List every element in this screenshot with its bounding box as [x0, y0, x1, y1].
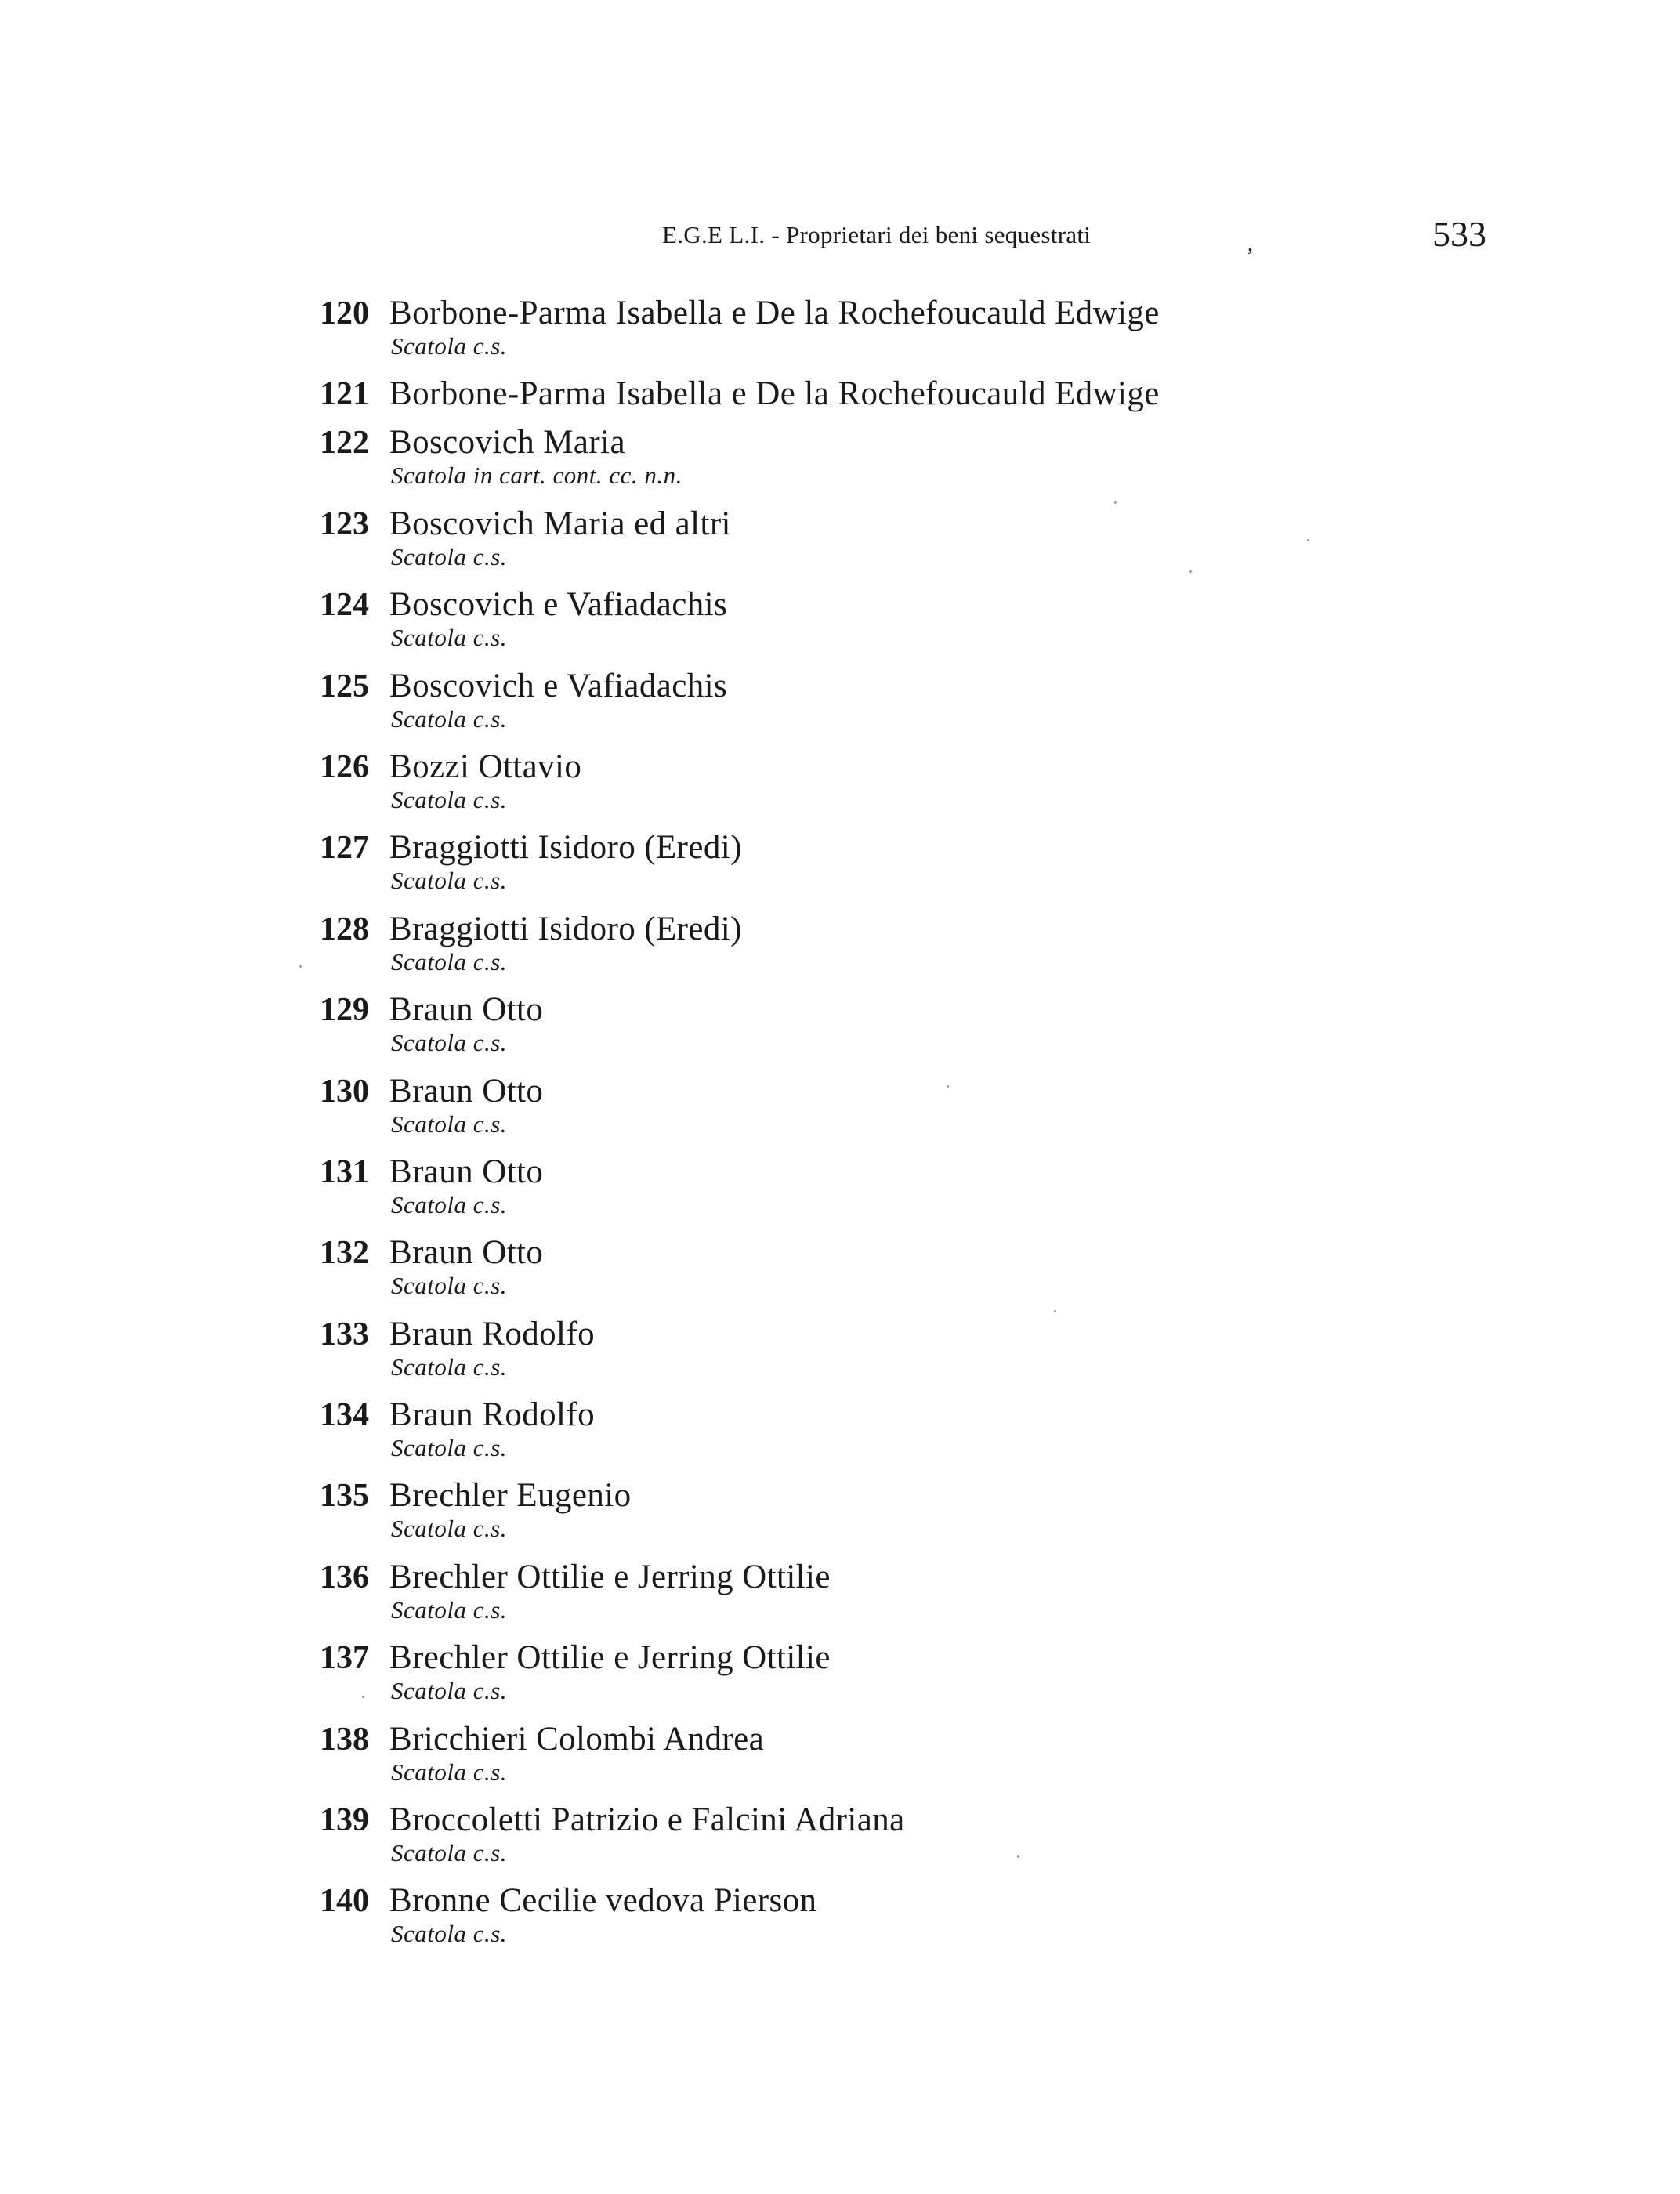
entry-title: Braun Otto	[389, 991, 544, 1029]
entry-description: Scatola c.s.	[391, 1110, 508, 1138]
entry-number: 122	[320, 425, 369, 462]
entry-number: 128	[320, 911, 369, 947]
inventory-list	[320, 293, 1573, 1962]
entry-title: Broccoletti Patrizio e Falcini Adriana	[389, 1801, 905, 1839]
inventory-entry	[320, 422, 1573, 503]
scan-speck	[1054, 1310, 1056, 1312]
entry-description: Scatola c.s.	[391, 1920, 508, 1948]
entry-number: 126	[320, 748, 369, 785]
entry-number: 137	[320, 1640, 369, 1677]
inventory-entry	[320, 1152, 1573, 1233]
entry-description: Scatola c.s.	[391, 1029, 508, 1057]
inventory-entry	[320, 1881, 1573, 1961]
entry-number: 120	[320, 295, 369, 331]
entry-description: Scatola c.s.	[391, 947, 508, 976]
entry-description: Scatola c.s.	[391, 1677, 508, 1705]
entry-number: 133	[320, 1316, 369, 1352]
entry-number: 134	[320, 1397, 369, 1434]
entry-title: Braun Rodolfo	[389, 1315, 595, 1352]
page-number: 533	[1432, 214, 1486, 254]
entry-title: Borbone-Parma Isabella e De la Rochefoucauld Edwige	[389, 375, 1160, 413]
entry-title: Brechler Eugenio	[389, 1477, 632, 1515]
entry-title: Braun Otto	[389, 1072, 544, 1110]
inventory-entry	[320, 1719, 1573, 1800]
entry-title: Boscovich Maria	[389, 424, 625, 462]
entry-description: Scatola c.s.	[391, 704, 508, 733]
entry-number: 136	[320, 1559, 369, 1595]
entry-description: Scatola c.s.	[391, 785, 508, 813]
inventory-entry	[320, 374, 1573, 422]
entry-number: 121	[320, 376, 369, 413]
inventory-entry	[320, 1638, 1573, 1718]
entry-number: 130	[320, 1073, 369, 1110]
entry-title: Brechler Ottilie e Jerring Ottilie	[389, 1639, 831, 1677]
scan-speck	[299, 965, 302, 968]
scan-speck	[1017, 1855, 1019, 1858]
entry-number: 138	[320, 1721, 369, 1758]
inventory-entry	[320, 585, 1573, 665]
inventory-entry	[320, 1800, 1573, 1881]
entry-number: 129	[320, 992, 369, 1029]
entry-number: 131	[320, 1153, 369, 1190]
entry-description: Scatola c.s.	[391, 1434, 508, 1462]
entry-title: Borbone-Parma Isabella e De la Rochefoucauld Edwige	[389, 295, 1160, 331]
entry-description: Scatola c.s.	[391, 1839, 508, 1867]
entry-title: Boscovich e Vafiadachis	[389, 586, 728, 624]
entry-description: Scatola c.s.	[391, 1272, 508, 1300]
entry-title: Boscovich Maria ed altri	[389, 505, 731, 542]
inventory-entry	[320, 504, 1573, 585]
entry-title: Braggiotti Isidoro (Eredi)	[389, 829, 742, 867]
scan-speck	[362, 1696, 364, 1698]
entry-number: 139	[320, 1802, 369, 1839]
entry-description: Scatola c.s.	[391, 867, 508, 895]
inventory-entry	[320, 293, 1573, 374]
inventory-entry	[320, 747, 1573, 827]
entry-number: 123	[320, 505, 369, 542]
entry-number: 124	[320, 587, 369, 624]
entry-description: Scatola c.s.	[391, 1515, 508, 1543]
entry-number: 125	[320, 668, 369, 704]
entry-description: Scatola c.s.	[391, 1595, 508, 1624]
entry-title: Bozzi Ottavio	[389, 748, 582, 785]
entry-number: 127	[320, 830, 369, 867]
entry-number: 140	[320, 1883, 369, 1920]
inventory-entry	[320, 1233, 1573, 1313]
entry-number: 132	[320, 1235, 369, 1272]
entry-description: Scatola in cart. cont. cc. n.n.	[391, 462, 682, 490]
inventory-entry	[320, 1557, 1573, 1638]
entry-description: Scatola c.s.	[391, 332, 508, 360]
entry-description: Scatola c.s.	[391, 542, 508, 570]
inventory-entry	[320, 666, 1573, 747]
entry-title: Braun Rodolfo	[389, 1396, 595, 1434]
entry-description: Scatola c.s.	[391, 1758, 508, 1786]
inventory-entry	[320, 909, 1573, 990]
inventory-entry	[320, 1314, 1573, 1395]
entry-title: Braun Otto	[389, 1234, 544, 1272]
scan-speck	[1114, 501, 1117, 504]
scan-speck	[947, 1085, 949, 1088]
entry-title: Bronne Cecilie vedova Pierson	[389, 1882, 817, 1920]
entry-number: 135	[320, 1478, 369, 1515]
entry-title: Bricchieri Colombi Andrea	[389, 1720, 765, 1758]
entry-title: Brechler Ottilie e Jerring Ottilie	[389, 1558, 831, 1595]
entry-description: Scatola c.s.	[391, 1190, 508, 1218]
entry-title: Boscovich e Vafiadachis	[389, 667, 728, 704]
running-head-title: E.G.E L.I. - Proprietari dei beni sequestrati	[662, 221, 1092, 248]
scan-speck	[1189, 570, 1192, 573]
inventory-entry	[320, 990, 1573, 1070]
entry-description: Scatola c.s.	[391, 624, 508, 652]
inventory-entry	[320, 1395, 1573, 1475]
header-separator-mark: ,	[1247, 232, 1253, 256]
entry-title: Braun Otto	[389, 1153, 544, 1190]
scan-speck	[1307, 539, 1309, 541]
inventory-entry	[320, 1071, 1573, 1152]
inventory-entry	[320, 1475, 1573, 1556]
entry-description: Scatola c.s.	[391, 1352, 508, 1381]
entry-title: Braggiotti Isidoro (Eredi)	[389, 910, 742, 947]
inventory-entry	[320, 827, 1573, 908]
